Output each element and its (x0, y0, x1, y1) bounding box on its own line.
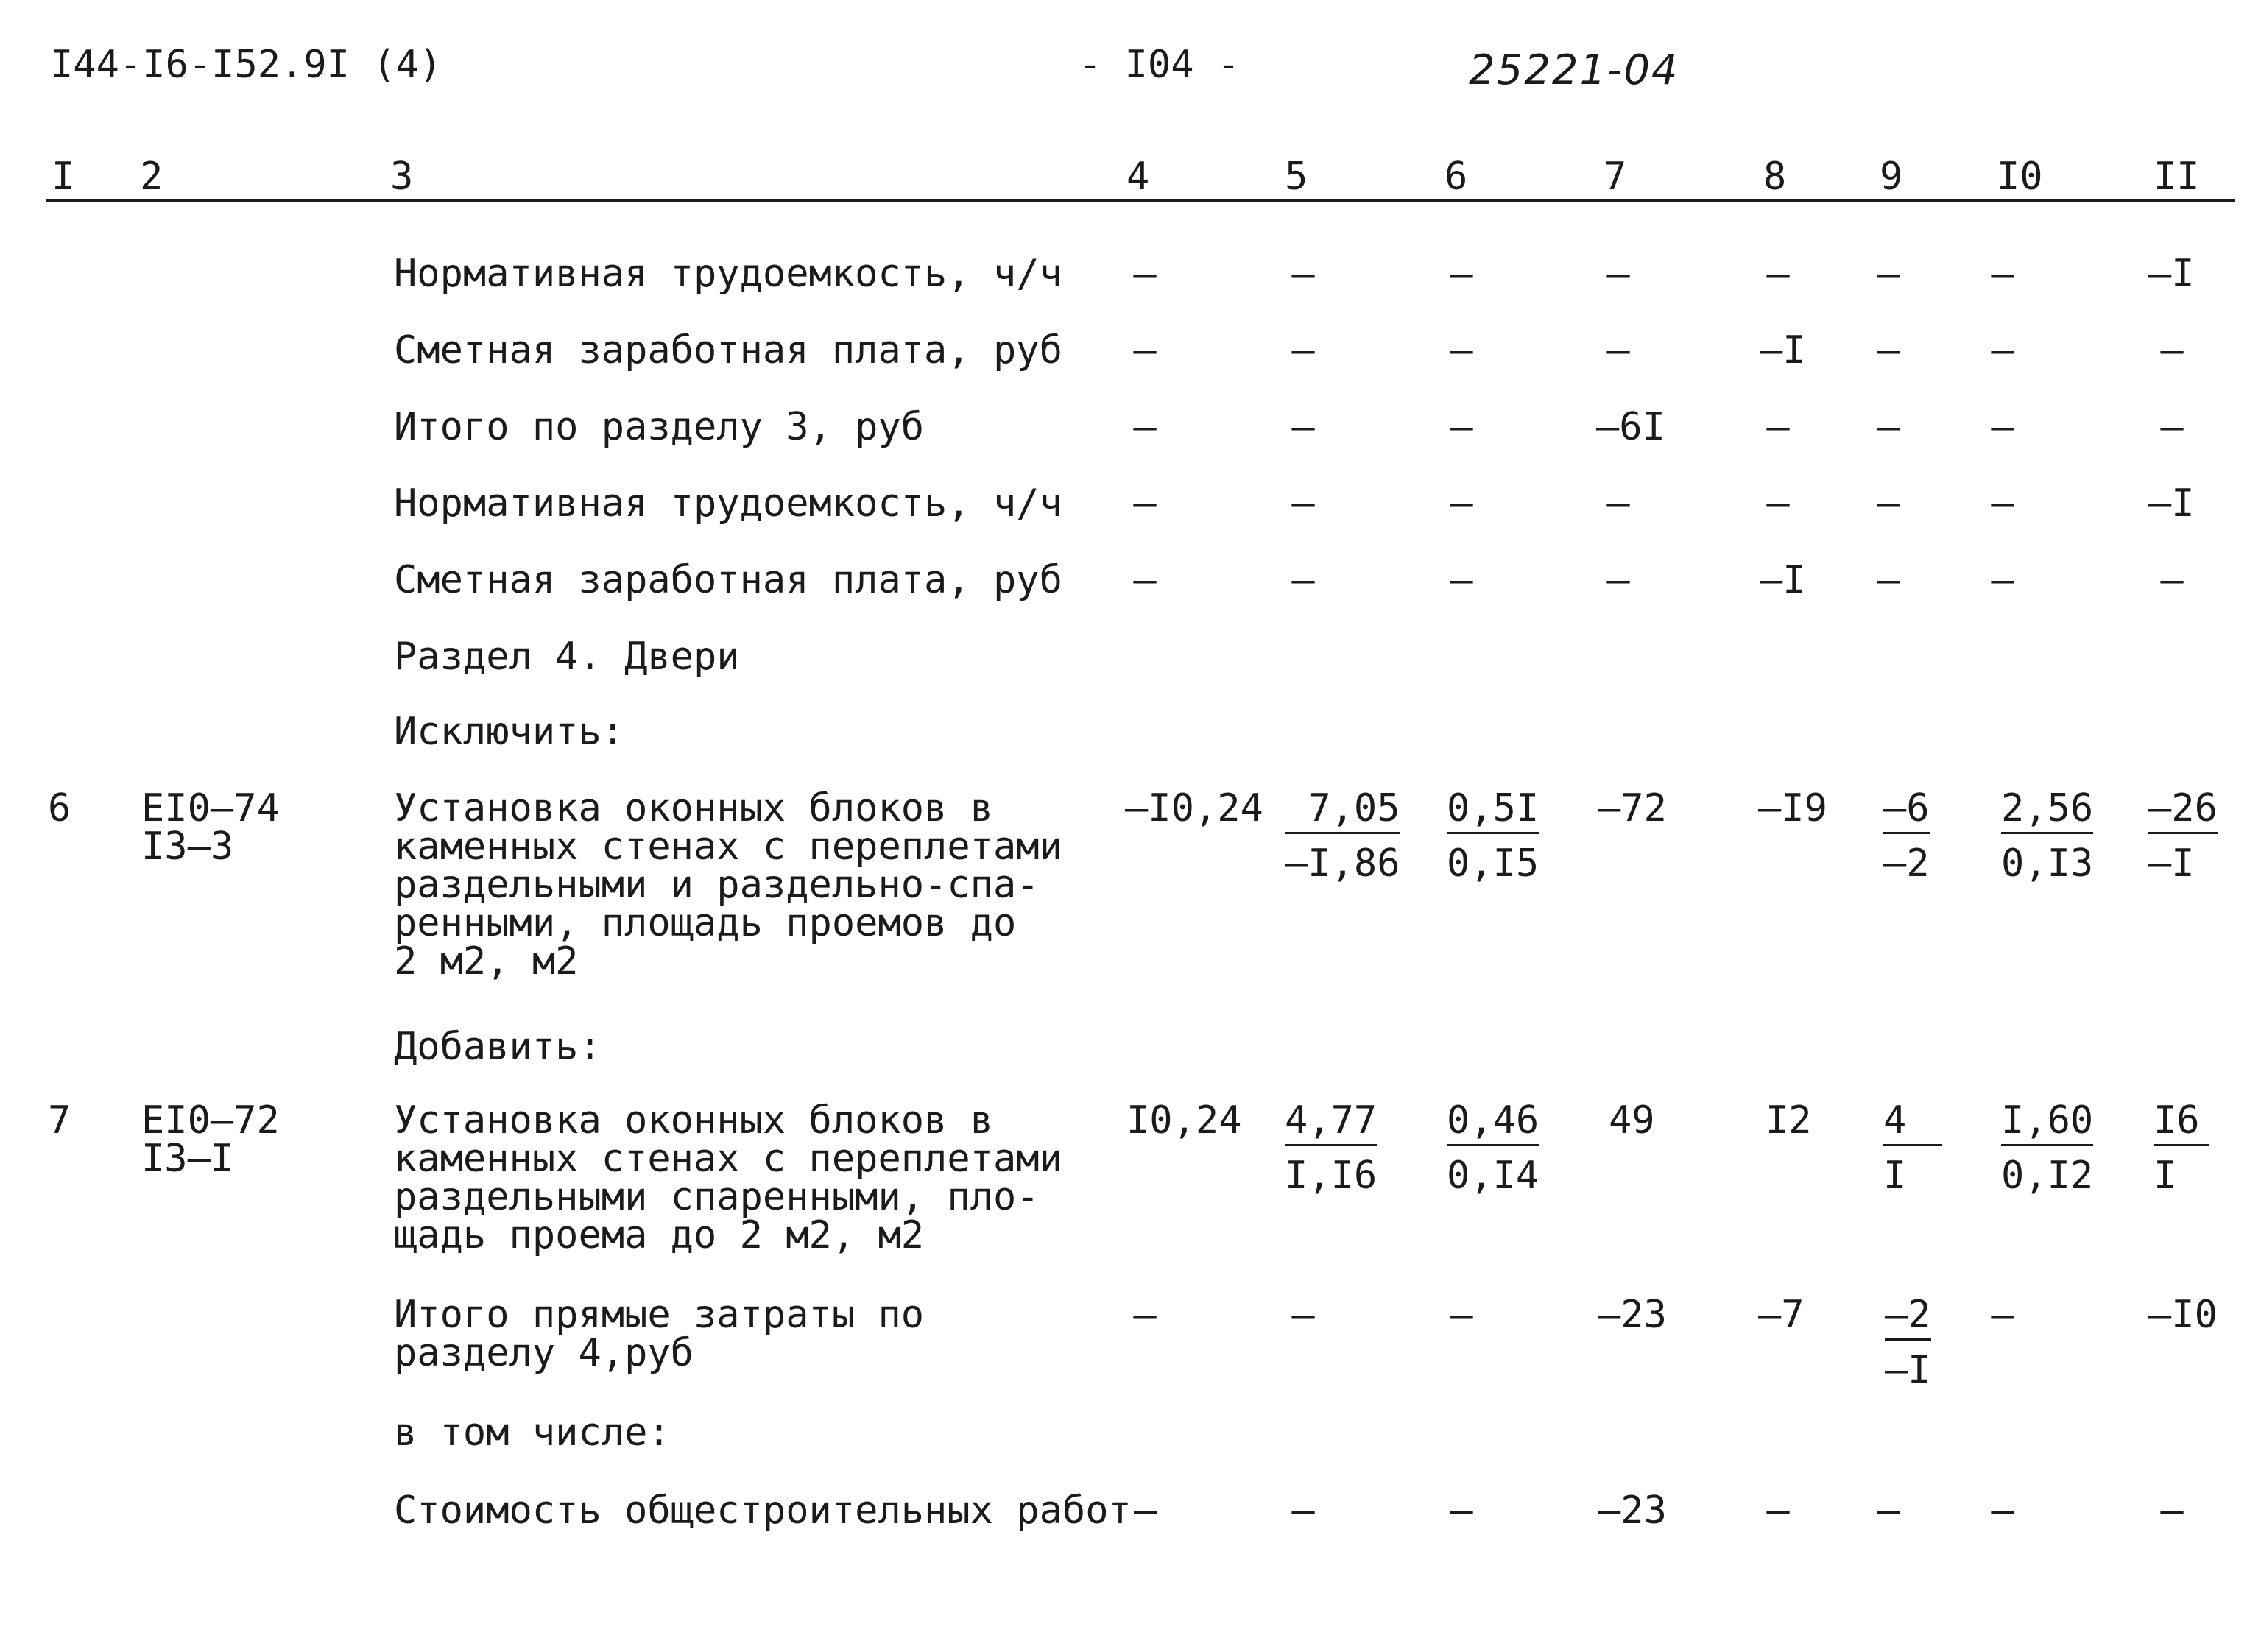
column-header-3: 3 (390, 155, 414, 199)
cell-c9-denominator: I (1883, 1154, 1907, 1198)
item-code-line-1: EI0–74 (141, 786, 280, 830)
row-label-line-1: Итого прямые затраты по (394, 1293, 925, 1337)
cell-c5-denominator: –I,86 (1285, 841, 1400, 886)
cell-c4: –I0,24 (1125, 786, 1263, 830)
cell-c11-fraction (2154, 1098, 2209, 1198)
column-header-11: II (2154, 155, 2200, 199)
cell-c5: – (1291, 481, 1315, 526)
cell-c7: – (1606, 252, 1630, 296)
cell-c7: –6I (1596, 405, 1665, 449)
cell-c7: – (1606, 481, 1630, 526)
cell-c4: – (1133, 1293, 1157, 1337)
cell-c10-fraction (2001, 786, 2094, 886)
item-description-line-3: раздельными спаренными, пло- (394, 1175, 1040, 1219)
column-header-6: 6 (1445, 155, 1468, 199)
cell-c7: –23 (1598, 1293, 1667, 1337)
cell-c7: –72 (1598, 786, 1667, 830)
cell-c9-denominator: –I (1885, 1348, 1931, 1392)
item-number: 7 (48, 1098, 71, 1143)
cell-c7: – (1606, 558, 1630, 602)
cell-c9: – (1877, 481, 1900, 526)
cell-c10-numerator: I,60 (2001, 1101, 2093, 1146)
cell-c5: – (1291, 328, 1315, 373)
item-description-line-1: Установка оконных блоков в (394, 786, 993, 830)
including-label: в том числе: (394, 1411, 671, 1455)
cell-c6-fraction (1447, 786, 1539, 886)
cell-c11: – (2160, 1489, 2184, 1533)
cell-c6-numerator: 0,5I (1447, 789, 1539, 834)
cell-c6: – (1450, 1293, 1473, 1337)
row-label: Нормативная трудоемкость, ч/ч (394, 252, 1062, 296)
cell-c6: – (1450, 405, 1473, 449)
item-description-line-2: каменных стенах с переплетами (394, 1137, 1062, 1181)
cell-c6-numerator: 0,46 (1447, 1101, 1539, 1146)
cell-c9-fraction (1885, 1293, 1931, 1392)
cell-c10: – (1991, 252, 2014, 296)
row-label: Сметная заработная плата, руб (394, 558, 1062, 602)
row-label: Итого по разделу 3, руб (394, 405, 925, 449)
item-description-line-3: раздельными и раздельно-спа- (394, 863, 1040, 907)
item-description-line-5: 2 м2, м2 (394, 939, 579, 984)
cell-c11: –I0 (2148, 1293, 2218, 1337)
column-header-10: I0 (1997, 155, 2043, 199)
column-header-4: 4 (1126, 155, 1150, 199)
cell-c5: – (1291, 558, 1315, 602)
header-rule (46, 199, 2235, 202)
cell-c5: – (1291, 252, 1315, 296)
row-label-line-2: разделу 4,руб (394, 1331, 694, 1375)
cell-c5-numerator: 7,05 (1285, 789, 1400, 834)
cell-c4: – (1133, 328, 1157, 373)
cell-c9: – (1877, 558, 1900, 602)
cell-c7: –23 (1598, 1489, 1667, 1533)
cell-c5: – (1291, 1489, 1315, 1533)
cell-c11-numerator: I6 (2154, 1101, 2209, 1146)
cell-c5: – (1291, 1293, 1315, 1337)
cell-c5-fraction (1285, 786, 1400, 886)
item-code-line-2: I3–I (141, 1137, 234, 1181)
cell-c8: –I (1760, 328, 1806, 373)
document-code: I44-I6-I52.9I (4) (50, 43, 442, 87)
cell-c9: – (1877, 405, 1900, 449)
cell-c6: – (1450, 481, 1473, 526)
section-heading: Раздел 4. Двери (394, 635, 740, 679)
item-code-line-1: EI0–72 (141, 1098, 280, 1143)
cell-c6: – (1450, 1489, 1473, 1533)
row-label: Нормативная трудоемкость, ч/ч (394, 481, 1062, 526)
column-header-7: 7 (1604, 155, 1627, 199)
row-label: Стоимость общестроительных работ (394, 1489, 1132, 1533)
cell-c9-fraction (1883, 1098, 1942, 1198)
cell-c10-denominator: 0,I2 (2001, 1154, 2094, 1198)
cell-c4: – (1133, 252, 1157, 296)
add-label: Добавить: (394, 1025, 602, 1069)
cell-c9: – (1877, 328, 1900, 373)
cell-c10-fraction (2001, 1098, 2094, 1198)
cell-c11-denominator: I (2154, 1154, 2177, 1198)
handwritten-number: 25221-04 (1469, 46, 1679, 94)
cell-c5-denominator: I,I6 (1285, 1154, 1378, 1198)
cell-c4: – (1134, 1489, 1157, 1533)
item-number: 6 (48, 786, 71, 830)
cell-c11-fraction (2148, 786, 2218, 886)
cell-c10: – (1991, 328, 2014, 373)
cell-c9-numerator: –6 (1883, 789, 1930, 834)
cell-c6-fraction (1447, 1098, 1539, 1198)
cell-c7: 49 (1609, 1098, 1655, 1143)
cell-c8: –I9 (1758, 786, 1827, 830)
row-label: Сметная заработная плата, руб (394, 328, 1062, 373)
cell-c10: – (1991, 558, 2014, 602)
cell-c9: – (1877, 1489, 1900, 1533)
cell-c8: – (1766, 405, 1790, 449)
cell-c8: – (1766, 252, 1790, 296)
cell-c11: –I (2148, 481, 2195, 526)
cell-c10-denominator: 0,I3 (2001, 841, 2094, 886)
cell-c11: – (2160, 328, 2184, 373)
cell-c9-numerator: 4 (1883, 1101, 1942, 1146)
cell-c9-numerator: –2 (1885, 1296, 1931, 1341)
item-description-line-4: щадь проема до 2 м2, м2 (394, 1213, 925, 1257)
item-description-line-4: ренными, площадь проемов до (394, 901, 1017, 945)
column-header-2: 2 (140, 155, 163, 199)
cell-c5-fraction (1285, 1098, 1378, 1198)
cell-c6-denominator: 0,I5 (1447, 841, 1539, 886)
cell-c5-numerator: 4,77 (1285, 1101, 1377, 1146)
column-header-8: 8 (1763, 155, 1787, 199)
cell-c8: –I (1760, 558, 1806, 602)
cell-c4: – (1133, 558, 1157, 602)
cell-c4: – (1133, 481, 1157, 526)
item-description-line-1: Установка оконных блоков в (394, 1098, 993, 1143)
cell-c4: – (1133, 405, 1157, 449)
item-description-line-2: каменных стенах с переплетами (394, 825, 1062, 869)
cell-c10-numerator: 2,56 (2001, 789, 2093, 834)
cell-c9-fraction (1883, 786, 1930, 886)
cell-c9-denominator: –2 (1883, 841, 1930, 886)
cell-c10: – (1991, 1293, 2014, 1337)
cell-c10: – (1991, 481, 2014, 526)
cell-c11: – (2160, 558, 2184, 602)
cell-c4: I0,24 (1126, 1098, 1242, 1143)
cell-c8: – (1766, 481, 1790, 526)
column-header-5: 5 (1285, 155, 1308, 199)
item-code-line-2: I3–3 (141, 825, 234, 869)
cell-c6-denominator: 0,I4 (1447, 1154, 1539, 1198)
cell-c11-numerator: –26 (2148, 789, 2218, 834)
cell-c8: I2 (1766, 1098, 1812, 1143)
cell-c8: – (1766, 1489, 1790, 1533)
cell-c8: –7 (1758, 1293, 1805, 1337)
column-header-1: I (52, 155, 75, 199)
cell-c6: – (1450, 328, 1473, 373)
cell-c7: – (1606, 328, 1630, 373)
cell-c10: – (1991, 1489, 2014, 1533)
cell-c6: – (1450, 252, 1473, 296)
cell-c11: – (2160, 405, 2184, 449)
page-number: - I04 - (1079, 43, 1241, 87)
cell-c9: – (1877, 252, 1900, 296)
column-header-9: 9 (1880, 155, 1903, 199)
cell-c6: – (1450, 558, 1473, 602)
exclude-label: Исключить: (394, 710, 625, 754)
cell-c5: – (1291, 405, 1315, 449)
cell-c11-denominator: –I (2148, 841, 2195, 886)
cell-c10: – (1991, 405, 2014, 449)
cell-c11: –I (2148, 252, 2195, 296)
